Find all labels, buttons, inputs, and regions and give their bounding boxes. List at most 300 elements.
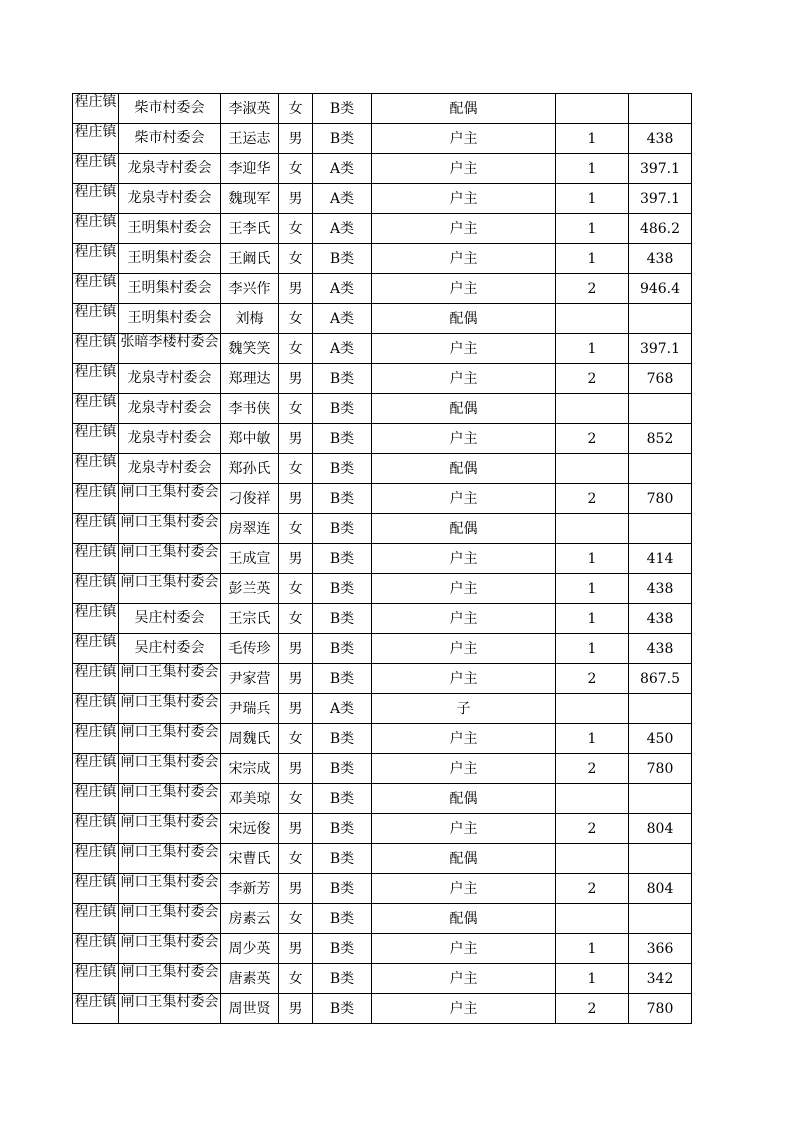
cell-count: 1	[556, 184, 629, 214]
cell-category: A类	[313, 154, 372, 184]
cell-name: 王运志	[221, 124, 279, 154]
cell-town	[73, 124, 119, 154]
cell-amount: 804	[629, 814, 692, 844]
cell-relation: 户主	[372, 244, 556, 274]
cell-village	[119, 814, 221, 844]
cell-town-text: 程庄镇	[74, 124, 117, 140]
cell-town-text: 程庄镇	[74, 304, 117, 320]
cell-category: A类	[313, 304, 372, 334]
cell-amount: 438	[629, 634, 692, 664]
table-body	[73, 94, 692, 1024]
cell-town-text: 程庄镇	[74, 604, 117, 620]
cell-town	[73, 574, 119, 604]
cell-amount: 780	[629, 484, 692, 514]
cell-amount: 366	[629, 934, 692, 964]
cell-village	[119, 244, 221, 274]
cell-town	[73, 334, 119, 364]
cell-amount: 852	[629, 424, 692, 454]
beneficiary-table	[72, 93, 692, 1024]
cell-amount: 342	[629, 964, 692, 994]
table-row	[73, 574, 692, 604]
cell-category: B类	[313, 94, 372, 124]
cell-village-text: 王明集村委会	[127, 250, 212, 266]
cell-town-text: 程庄镇	[74, 934, 117, 950]
cell-relation: 户主	[372, 184, 556, 214]
cell-gender: 女	[279, 454, 313, 484]
cell-category: B类	[313, 394, 372, 424]
cell-name: 刁俊祥	[221, 484, 279, 514]
cell-town	[73, 214, 119, 244]
cell-town	[73, 514, 119, 544]
cell-village-text: 闸口王集村委会	[120, 574, 219, 590]
cell-relation: 户主	[372, 274, 556, 304]
cell-relation: 配偶	[372, 94, 556, 124]
cell-amount	[629, 784, 692, 814]
cell-village	[119, 724, 221, 754]
cell-village	[119, 94, 221, 124]
cell-village	[119, 154, 221, 184]
cell-name: 宋远俊	[221, 814, 279, 844]
cell-count: 1	[556, 334, 629, 364]
cell-town-text: 程庄镇	[74, 274, 117, 290]
cell-village-text: 闸口王集村委会	[120, 964, 219, 980]
cell-amount: 397.1	[629, 334, 692, 364]
cell-category: B类	[313, 244, 372, 274]
cell-count: 2	[556, 754, 629, 784]
cell-gender: 女	[279, 214, 313, 244]
cell-name: 周魏氏	[221, 724, 279, 754]
cell-name: 王宗氏	[221, 604, 279, 634]
cell-town-text: 程庄镇	[74, 94, 117, 110]
cell-category: B类	[313, 904, 372, 934]
cell-amount: 780	[629, 994, 692, 1024]
cell-amount: 450	[629, 724, 692, 754]
cell-count	[556, 514, 629, 544]
cell-town-text: 程庄镇	[74, 634, 117, 650]
cell-amount: 946.4	[629, 274, 692, 304]
cell-village	[119, 964, 221, 994]
cell-town-text: 程庄镇	[74, 214, 117, 230]
cell-amount: 867.5	[629, 664, 692, 694]
cell-village-text: 王明集村委会	[127, 310, 212, 326]
cell-town-text: 程庄镇	[74, 244, 117, 260]
cell-name: 李书侠	[221, 394, 279, 424]
cell-village-text: 闸口王集村委会	[120, 664, 219, 680]
cell-town	[73, 484, 119, 514]
cell-count	[556, 694, 629, 724]
table-row	[73, 394, 692, 424]
cell-amount	[629, 94, 692, 124]
table-row	[73, 874, 692, 904]
table-row	[73, 274, 692, 304]
cell-category: B类	[313, 454, 372, 484]
cell-gender: 女	[279, 244, 313, 274]
cell-amount: 780	[629, 754, 692, 784]
cell-category: B类	[313, 424, 372, 454]
cell-relation: 户主	[372, 154, 556, 184]
cell-count	[556, 784, 629, 814]
cell-name: 李兴作	[221, 274, 279, 304]
cell-village	[119, 424, 221, 454]
cell-village	[119, 484, 221, 514]
cell-count: 1	[556, 724, 629, 754]
cell-gender: 男	[279, 664, 313, 694]
cell-amount: 804	[629, 874, 692, 904]
cell-village-text: 王明集村委会	[127, 280, 212, 296]
cell-count: 1	[556, 634, 629, 664]
table-row	[73, 214, 692, 244]
cell-village	[119, 514, 221, 544]
cell-name: 王阚氏	[221, 244, 279, 274]
cell-relation: 户主	[372, 484, 556, 514]
cell-count: 2	[556, 814, 629, 844]
cell-town-text: 程庄镇	[74, 334, 117, 350]
table-row	[73, 484, 692, 514]
cell-relation: 户主	[372, 874, 556, 904]
cell-relation: 户主	[372, 994, 556, 1024]
cell-count: 2	[556, 874, 629, 904]
cell-relation: 配偶	[372, 304, 556, 334]
cell-town-text: 程庄镇	[74, 724, 117, 740]
cell-count: 1	[556, 574, 629, 604]
cell-village-text: 龙泉寺村委会	[127, 430, 212, 446]
cell-town	[73, 934, 119, 964]
cell-town-text: 程庄镇	[74, 424, 117, 440]
cell-village-text: 闸口王集村委会	[120, 484, 219, 500]
table-row	[73, 604, 692, 634]
table-row	[73, 184, 692, 214]
cell-town	[73, 604, 119, 634]
cell-count	[556, 844, 629, 874]
cell-town-text: 程庄镇	[74, 964, 117, 980]
cell-category: B类	[313, 124, 372, 154]
table-row	[73, 364, 692, 394]
cell-town	[73, 964, 119, 994]
cell-count: 1	[556, 544, 629, 574]
table-row	[73, 694, 692, 724]
table-row	[73, 424, 692, 454]
cell-name: 彭兰英	[221, 574, 279, 604]
cell-category: B类	[313, 574, 372, 604]
cell-town	[73, 874, 119, 904]
cell-town-text: 程庄镇	[74, 364, 117, 380]
cell-amount: 397.1	[629, 184, 692, 214]
table-row	[73, 454, 692, 484]
cell-category: B类	[313, 514, 372, 544]
cell-count: 2	[556, 484, 629, 514]
cell-name: 尹瑞兵	[221, 694, 279, 724]
cell-name: 魏笑笑	[221, 334, 279, 364]
cell-count: 1	[556, 154, 629, 184]
cell-relation: 户主	[372, 934, 556, 964]
cell-town	[73, 694, 119, 724]
cell-count: 2	[556, 274, 629, 304]
cell-village-text: 闸口王集村委会	[120, 784, 219, 800]
table-row	[73, 664, 692, 694]
cell-village-text: 闸口王集村委会	[120, 994, 219, 1010]
cell-gender: 男	[279, 124, 313, 154]
cell-count: 1	[556, 244, 629, 274]
cell-town-text: 程庄镇	[74, 484, 117, 500]
cell-relation: 户主	[372, 604, 556, 634]
cell-name: 魏现军	[221, 184, 279, 214]
cell-relation: 配偶	[372, 514, 556, 544]
cell-gender: 女	[279, 154, 313, 184]
cell-category: B类	[313, 874, 372, 904]
cell-town	[73, 634, 119, 664]
cell-village-text: 张暗李楼村委会	[120, 334, 219, 350]
cell-amount: 438	[629, 124, 692, 154]
cell-gender: 女	[279, 724, 313, 754]
cell-gender: 男	[279, 544, 313, 574]
cell-category: B类	[313, 814, 372, 844]
cell-village-text: 王明集村委会	[127, 220, 212, 236]
cell-gender: 男	[279, 694, 313, 724]
cell-village-text: 闸口王集村委会	[120, 904, 219, 920]
cell-relation: 户主	[372, 544, 556, 574]
cell-name: 王成宣	[221, 544, 279, 574]
cell-count	[556, 454, 629, 484]
cell-village-text: 闸口王集村委会	[120, 544, 219, 560]
cell-relation: 户主	[372, 124, 556, 154]
cell-count	[556, 304, 629, 334]
cell-category: A类	[313, 184, 372, 214]
cell-village	[119, 184, 221, 214]
cell-gender: 男	[279, 814, 313, 844]
table-row	[73, 634, 692, 664]
cell-village	[119, 874, 221, 904]
cell-town	[73, 994, 119, 1024]
cell-town	[73, 784, 119, 814]
cell-town	[73, 364, 119, 394]
cell-town	[73, 904, 119, 934]
cell-amount	[629, 844, 692, 874]
cell-town	[73, 94, 119, 124]
cell-village	[119, 274, 221, 304]
cell-relation: 配偶	[372, 454, 556, 484]
cell-town-text: 程庄镇	[74, 154, 117, 170]
cell-gender: 女	[279, 514, 313, 544]
cell-village	[119, 604, 221, 634]
cell-town-text: 程庄镇	[74, 994, 117, 1010]
cell-village-text: 龙泉寺村委会	[127, 160, 212, 176]
cell-gender: 男	[279, 934, 313, 964]
cell-category: B类	[313, 484, 372, 514]
cell-relation: 户主	[372, 364, 556, 394]
cell-category: B类	[313, 604, 372, 634]
table-row	[73, 844, 692, 874]
cell-town-text: 程庄镇	[74, 454, 117, 470]
cell-village-text: 龙泉寺村委会	[127, 190, 212, 206]
table-row	[73, 334, 692, 364]
cell-relation: 户主	[372, 424, 556, 454]
cell-category: A类	[313, 274, 372, 304]
table-row	[73, 994, 692, 1024]
cell-category: B类	[313, 934, 372, 964]
cell-category: A类	[313, 694, 372, 724]
cell-town-text: 程庄镇	[74, 754, 117, 770]
table-row	[73, 544, 692, 574]
cell-town	[73, 184, 119, 214]
cell-gender: 男	[279, 994, 313, 1024]
cell-village	[119, 694, 221, 724]
cell-village	[119, 364, 221, 394]
cell-name: 周世贤	[221, 994, 279, 1024]
cell-name: 李迎华	[221, 154, 279, 184]
cell-town	[73, 304, 119, 334]
cell-village-text: 闸口王集村委会	[120, 514, 219, 530]
table-row	[73, 244, 692, 274]
cell-amount: 438	[629, 244, 692, 274]
cell-relation: 户主	[372, 754, 556, 784]
cell-amount	[629, 904, 692, 934]
cell-town	[73, 244, 119, 274]
cell-village-text: 龙泉寺村委会	[127, 400, 212, 416]
cell-gender: 男	[279, 424, 313, 454]
cell-town-text: 程庄镇	[74, 394, 117, 410]
cell-relation: 子	[372, 694, 556, 724]
table-row	[73, 934, 692, 964]
cell-category: B类	[313, 754, 372, 784]
table-row	[73, 964, 692, 994]
cell-gender: 女	[279, 574, 313, 604]
cell-count: 1	[556, 124, 629, 154]
cell-category: B类	[313, 724, 372, 754]
cell-town-text: 程庄镇	[74, 904, 117, 920]
cell-town	[73, 844, 119, 874]
cell-count: 1	[556, 604, 629, 634]
table-row	[73, 754, 692, 784]
cell-town	[73, 154, 119, 184]
cell-name: 王李氏	[221, 214, 279, 244]
cell-relation: 配偶	[372, 784, 556, 814]
cell-village-text: 柴市村委会	[134, 130, 205, 146]
cell-category: A类	[313, 214, 372, 244]
table-row	[73, 94, 692, 124]
cell-amount: 397.1	[629, 154, 692, 184]
cell-village	[119, 124, 221, 154]
cell-village	[119, 334, 221, 364]
cell-gender: 男	[279, 754, 313, 784]
cell-category: B类	[313, 994, 372, 1024]
table-row	[73, 904, 692, 934]
cell-amount: 414	[629, 544, 692, 574]
table-row	[73, 124, 692, 154]
cell-name: 房翠连	[221, 514, 279, 544]
cell-amount	[629, 394, 692, 424]
cell-village	[119, 664, 221, 694]
cell-village	[119, 904, 221, 934]
table-row	[73, 304, 692, 334]
cell-village	[119, 754, 221, 784]
cell-village-text: 龙泉寺村委会	[127, 370, 212, 386]
cell-name: 郑孙氏	[221, 454, 279, 484]
cell-town-text: 程庄镇	[74, 874, 117, 890]
cell-town	[73, 424, 119, 454]
cell-category: B类	[313, 844, 372, 874]
cell-gender: 男	[279, 184, 313, 214]
cell-gender: 女	[279, 394, 313, 424]
cell-count	[556, 394, 629, 424]
cell-village-text: 闸口王集村委会	[120, 844, 219, 860]
cell-town-text: 程庄镇	[74, 784, 117, 800]
cell-village-text: 闸口王集村委会	[120, 934, 219, 950]
cell-village-text: 闸口王集村委会	[120, 694, 219, 710]
cell-relation: 配偶	[372, 844, 556, 874]
cell-count	[556, 94, 629, 124]
cell-category: B类	[313, 544, 372, 574]
cell-village	[119, 454, 221, 484]
cell-village	[119, 304, 221, 334]
cell-gender: 男	[279, 364, 313, 394]
cell-gender: 男	[279, 274, 313, 304]
table-row	[73, 514, 692, 544]
cell-gender: 男	[279, 634, 313, 664]
cell-gender: 男	[279, 484, 313, 514]
cell-relation: 户主	[372, 724, 556, 754]
cell-relation: 户主	[372, 334, 556, 364]
cell-gender: 女	[279, 334, 313, 364]
cell-relation: 户主	[372, 214, 556, 244]
cell-count: 2	[556, 364, 629, 394]
cell-village-text: 闸口王集村委会	[120, 814, 219, 830]
cell-village	[119, 934, 221, 964]
cell-gender: 女	[279, 904, 313, 934]
cell-name: 郑中敏	[221, 424, 279, 454]
cell-count: 1	[556, 934, 629, 964]
cell-count: 2	[556, 994, 629, 1024]
cell-relation: 户主	[372, 814, 556, 844]
cell-village-text: 闸口王集村委会	[120, 754, 219, 770]
cell-village-text: 闸口王集村委会	[120, 724, 219, 740]
cell-amount: 768	[629, 364, 692, 394]
cell-amount	[629, 304, 692, 334]
cell-name: 李新芳	[221, 874, 279, 904]
cell-town-text: 程庄镇	[74, 184, 117, 200]
cell-name: 邓美琼	[221, 784, 279, 814]
cell-village-text: 吴庄村委会	[134, 640, 205, 656]
cell-village	[119, 544, 221, 574]
cell-gender: 男	[279, 874, 313, 904]
cell-town-text: 程庄镇	[74, 514, 117, 530]
cell-amount	[629, 454, 692, 484]
cell-category: A类	[313, 334, 372, 364]
table-row	[73, 724, 692, 754]
cell-town	[73, 394, 119, 424]
cell-relation: 户主	[372, 964, 556, 994]
cell-category: B类	[313, 784, 372, 814]
cell-count: 1	[556, 214, 629, 244]
cell-category: B类	[313, 964, 372, 994]
cell-village	[119, 994, 221, 1024]
cell-town	[73, 724, 119, 754]
cell-town	[73, 274, 119, 304]
cell-amount: 486.2	[629, 214, 692, 244]
cell-relation: 户主	[372, 574, 556, 604]
cell-village-text: 龙泉寺村委会	[127, 460, 212, 476]
cell-town-text: 程庄镇	[74, 844, 117, 860]
cell-name: 毛传珍	[221, 634, 279, 664]
cell-town-text: 程庄镇	[74, 574, 117, 590]
cell-name: 唐素英	[221, 964, 279, 994]
cell-gender: 女	[279, 94, 313, 124]
cell-village-text: 闸口王集村委会	[120, 874, 219, 890]
cell-category: B类	[313, 664, 372, 694]
cell-gender: 女	[279, 304, 313, 334]
cell-count	[556, 904, 629, 934]
table-row	[73, 154, 692, 184]
cell-village	[119, 394, 221, 424]
